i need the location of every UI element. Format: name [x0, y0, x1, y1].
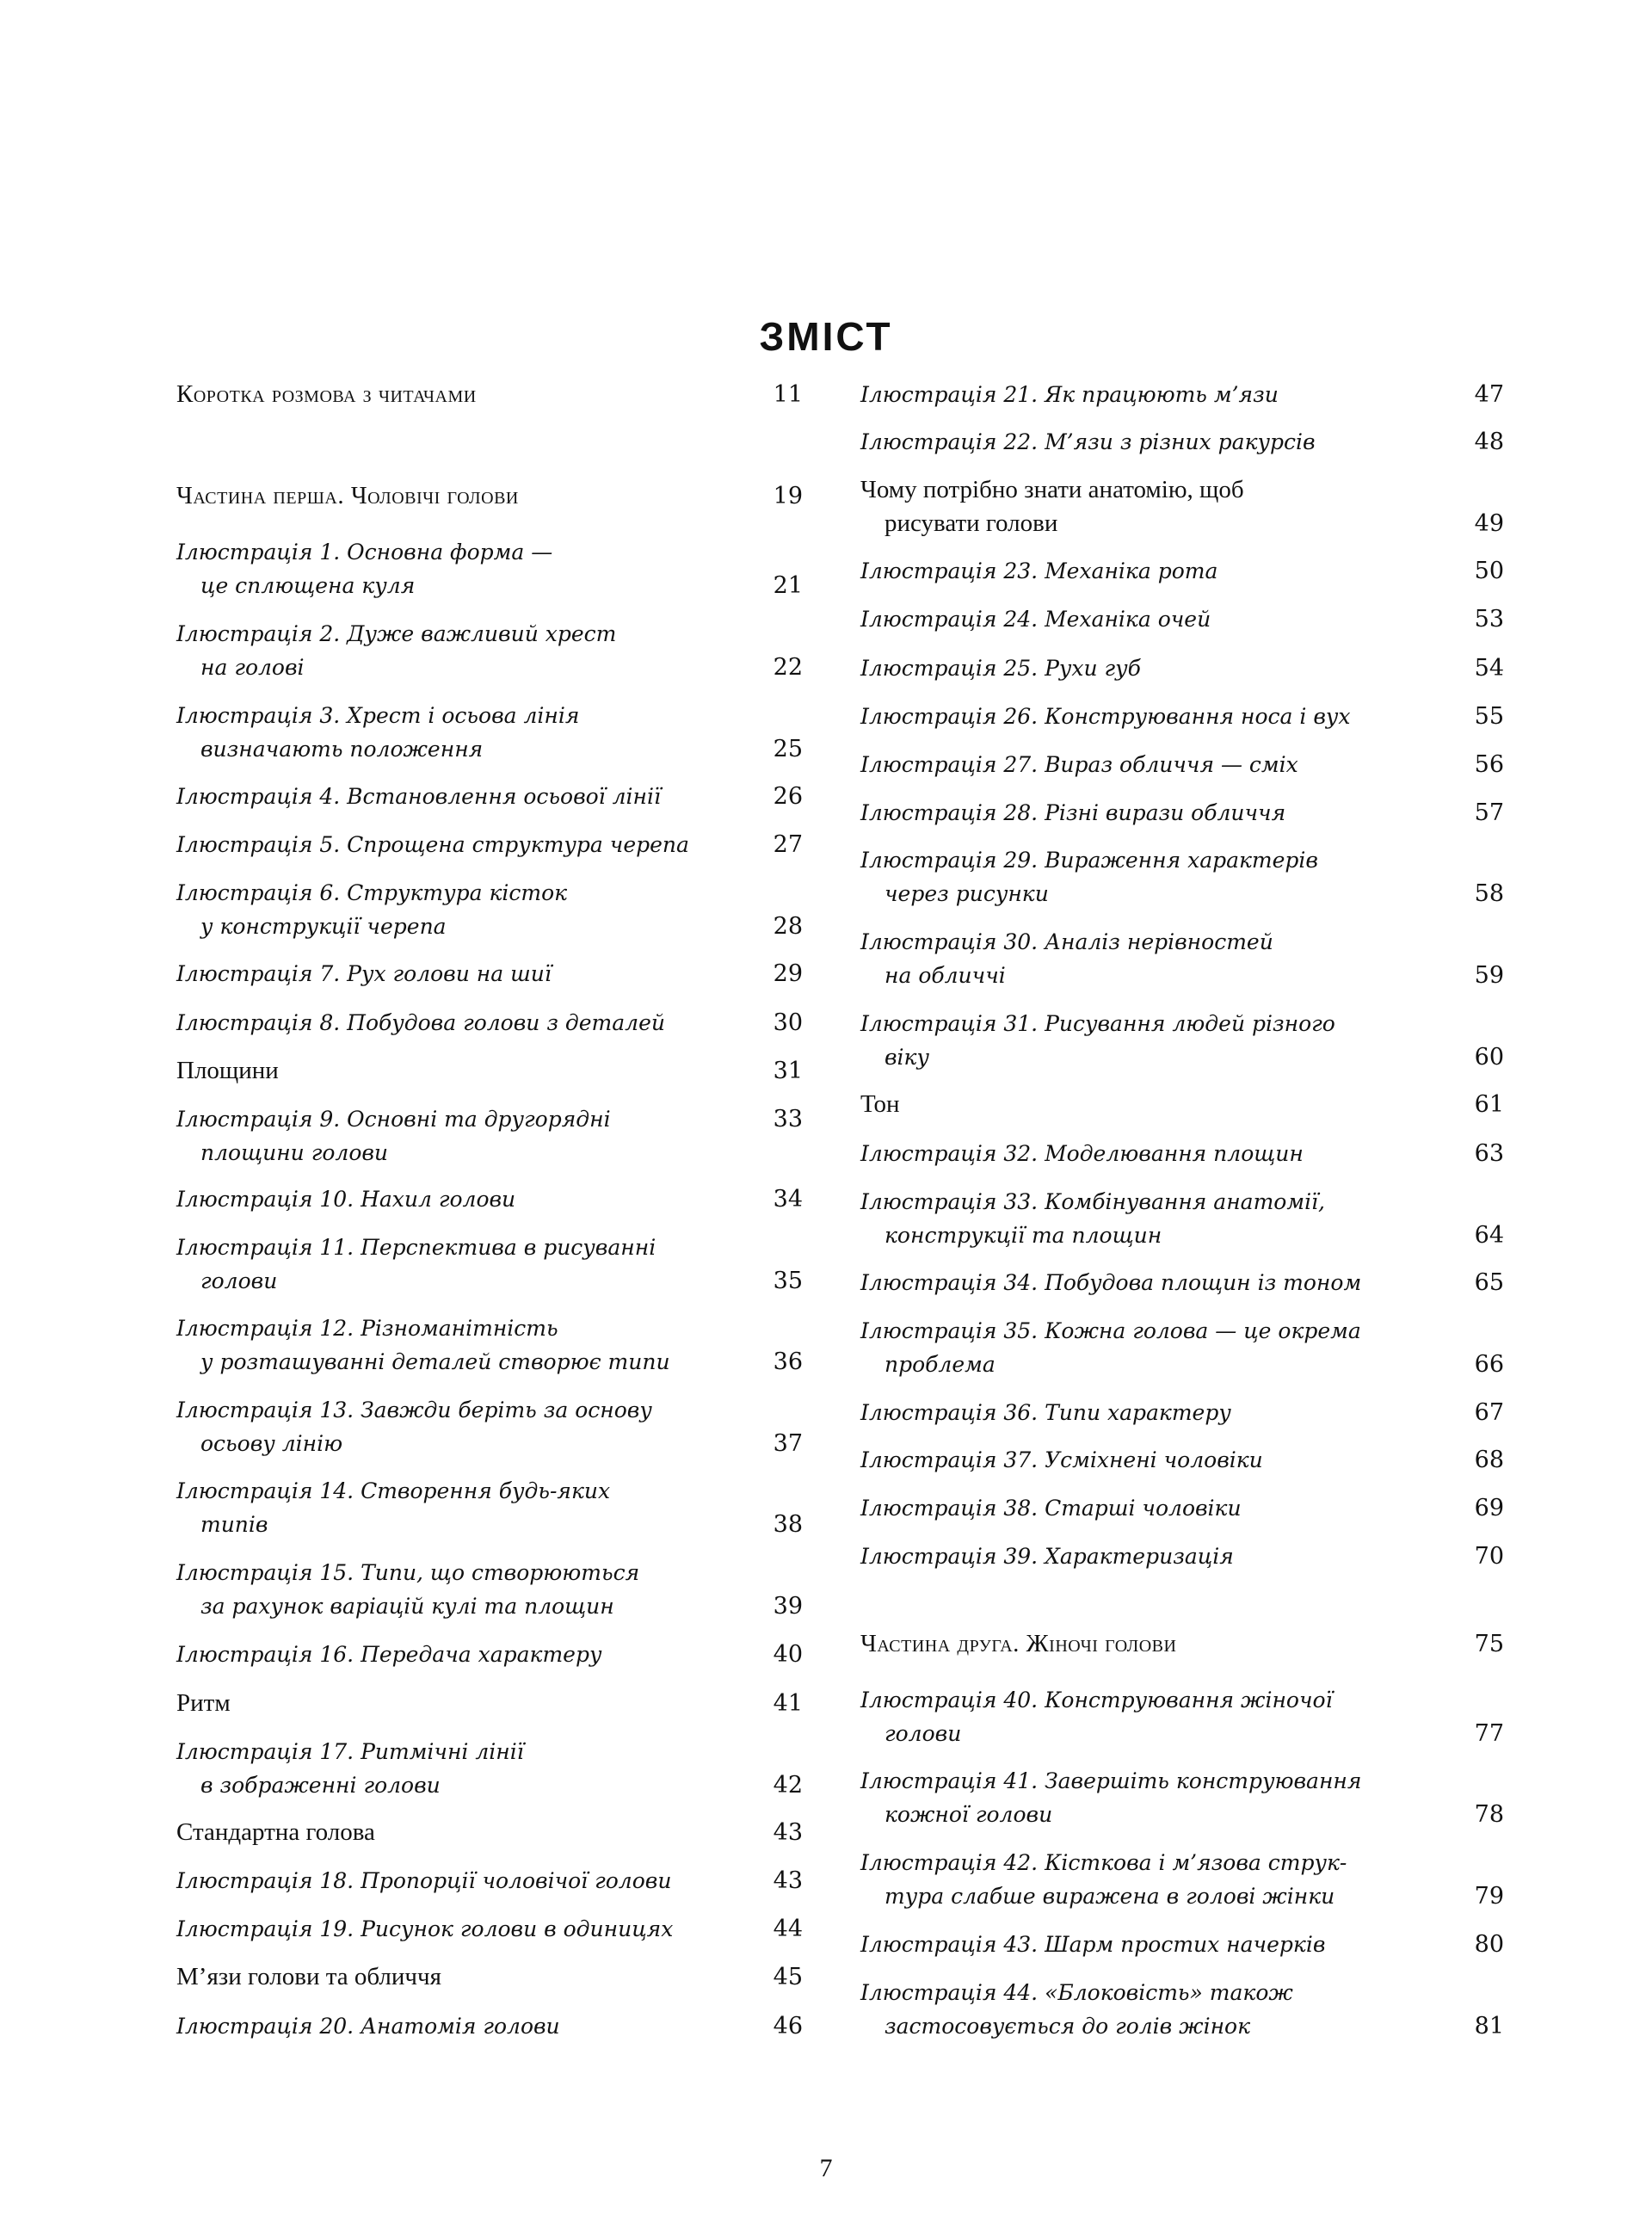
- toc-page-number: 81: [1474, 2013, 1504, 2039]
- toc-entry-title: [176, 1638, 803, 1671]
- toc-entry-title-line: Ілюстрація 10. Нахил голови: [176, 1187, 516, 1212]
- toc-entry-title-line: М’язи голови та обличчя: [176, 1963, 441, 1990]
- toc-entry-title: [860, 796, 1504, 830]
- toc-page-number: 42: [773, 1772, 803, 1799]
- toc-entry-title-line: Ілюстрація 44. «Блоковість» також: [860, 1980, 1293, 2005]
- toc-page-number: 33: [773, 1106, 803, 1132]
- toc-entry-title-line: Ритм: [176, 1689, 231, 1717]
- toc-page-number: 58: [1474, 880, 1504, 907]
- toc-entry-illustration: [860, 796, 1504, 830]
- toc-entry-title-line: Тон: [860, 1090, 900, 1118]
- toc-entry-illustration: [860, 1443, 1504, 1477]
- toc-page-number: 47: [1474, 381, 1504, 408]
- toc-page-number: 39: [773, 1593, 803, 1620]
- toc-entry-illustration: [176, 780, 803, 813]
- toc-page-number: 29: [773, 960, 803, 987]
- toc-page-number: 27: [773, 831, 803, 858]
- toc-entry-section: [176, 1687, 803, 1720]
- toc-entry-title: [860, 1683, 1504, 1750]
- toc-page-number: 43: [773, 1867, 803, 1894]
- toc-entry-title-continuation: голови: [200, 1268, 278, 1293]
- toc-entry-title-line: Ілюстрація 9. Основні та другорядні: [176, 1107, 611, 1132]
- toc-entry-illustration: [176, 2009, 803, 2043]
- toc-page-number: 68: [1474, 1447, 1504, 1473]
- toc-entry-title-line: Ілюстрація 6. Структура кісток: [176, 880, 568, 905]
- toc-page-number: 40: [773, 1641, 803, 1668]
- toc-entry-illustration: [176, 1912, 803, 1946]
- toc-entry-title: [176, 1864, 803, 1898]
- toc-entry-title: [860, 473, 1504, 540]
- toc-entry-title-line: Коротка розмова з читачами: [176, 380, 477, 408]
- toc-entry-title-continuation: голови: [885, 1721, 962, 1746]
- toc-page-number: 26: [773, 783, 803, 810]
- toc-entry-title: [860, 1185, 1504, 1252]
- toc-entry-title-line: Частина друга. Жіночі голови: [860, 1630, 1177, 1657]
- toc-page-number: 45: [773, 1964, 803, 1990]
- toc-entry-title-line: Ілюстрація 31. Рисування людей різного: [860, 1011, 1335, 1036]
- toc-entry-illustration: [176, 535, 803, 602]
- toc-page-number: 19: [773, 483, 803, 509]
- toc-entry-title: [176, 1054, 803, 1088]
- toc-entry-title-line: Ілюстрація 42. Кісткова і м’язова струк-: [860, 1850, 1347, 1875]
- toc-entry-title-continuation: на обличчі: [885, 963, 1006, 988]
- toc-entry-title: [860, 1764, 1504, 1831]
- toc-entry-illustration: [860, 1540, 1504, 1573]
- toc-page-number: 48: [1474, 429, 1504, 455]
- toc-entry-title-line: Ілюстрація 24. Механіка очей: [860, 607, 1211, 632]
- toc-entry-title: [860, 1846, 1504, 1913]
- toc-entry-illustration: [176, 1864, 803, 1898]
- toc-entry-title: [176, 1006, 803, 1040]
- toc-page-number: 60: [1474, 1044, 1504, 1071]
- toc-entry-title-continuation: осьову лінію: [200, 1431, 343, 1456]
- toc-entry-title-line: Чому потрібно знати анатомію, щоб: [860, 476, 1244, 503]
- toc-page-number: 70: [1474, 1543, 1504, 1570]
- page-title: ЗМІСТ: [759, 313, 893, 359]
- toc-entry-title-line: Ілюстрація 25. Рухи губ: [860, 656, 1141, 681]
- toc-entry-illustration: [860, 1683, 1504, 1750]
- toc-entry-title-line: Ілюстрація 34. Побудова площин із тоном: [860, 1270, 1362, 1295]
- toc-entry-title-continuation: рисувати голови: [885, 509, 1058, 537]
- toc-entry-title: [176, 876, 803, 943]
- toc-entry-title-line: Ілюстрація 1. Основна форма —: [176, 540, 553, 565]
- toc-entry-illustration: [176, 876, 803, 943]
- toc-entry-illustration: [860, 1764, 1504, 1831]
- toc-entry-section: [176, 1054, 803, 1088]
- toc-page-number: 53: [1474, 606, 1504, 633]
- toc-entry-title-line: Ілюстрація 16. Передача характеру: [176, 1642, 602, 1667]
- toc-entry-section: [176, 1816, 803, 1849]
- toc-entry-title: [176, 1912, 803, 1946]
- toc-entry-title: [860, 651, 1504, 685]
- toc-entry-title-continuation: проблема: [885, 1352, 996, 1377]
- toc-entry-illustration: [860, 651, 1504, 685]
- toc-page-number: 55: [1474, 703, 1504, 730]
- toc-entry-illustration: [176, 1182, 803, 1216]
- toc-entry-title: [860, 1396, 1504, 1429]
- page-number: 7: [819, 2154, 833, 2182]
- toc-page-number: 46: [773, 2013, 803, 2039]
- toc-entry-title-line: Ілюстрація 38. Старші чоловіки: [860, 1496, 1242, 1521]
- toc-entry-title: [860, 1007, 1504, 1074]
- toc-entry-title-line: Ілюстрація 4. Встановлення осьової лінії: [176, 784, 661, 809]
- toc-entry-illustration: [176, 699, 803, 766]
- toc-entry-illustration: [176, 1474, 803, 1541]
- toc-page-number: 31: [773, 1058, 803, 1084]
- toc-page-number: 30: [773, 1009, 803, 1036]
- toc-page-number: 25: [773, 736, 803, 762]
- toc-entry-title-line: Ілюстрація 21. Як працюють м’язи: [860, 382, 1279, 407]
- toc-entry-title: [860, 748, 1504, 781]
- toc-entry-title-line: Ілюстрація 27. Вираз обличчя — сміх: [860, 752, 1298, 777]
- toc-entry-title-line: Ілюстрація 22. М’язи з різних ракурсів: [860, 429, 1316, 454]
- toc-entry-title: [176, 2009, 803, 2043]
- toc-entry-title-line: Ілюстрація 12. Різноманітність: [176, 1316, 558, 1341]
- toc-entry-title-continuation: визначають положення: [200, 737, 484, 762]
- toc-entry-part: [860, 1627, 1504, 1661]
- toc-entry-title: [176, 1687, 803, 1720]
- toc-entry-part: [176, 378, 803, 411]
- toc-page-number: 35: [773, 1268, 803, 1294]
- toc-entry-title-continuation: в зображенні голови: [200, 1773, 441, 1798]
- toc-entry-title-line: Ілюстрація 20. Анатомія голови: [176, 2014, 560, 2039]
- toc-entry-illustration: [860, 843, 1504, 910]
- toc-entry-illustration: [860, 554, 1504, 588]
- toc-entry-title: [860, 843, 1504, 910]
- toc-page-number: 77: [1474, 1720, 1504, 1747]
- toc-entry-title: [176, 780, 803, 813]
- toc-page-number: 64: [1474, 1222, 1504, 1249]
- toc-page-number: 11: [773, 381, 803, 408]
- toc-entry-title-line: Ілюстрація 11. Перспектива в рисуванні: [176, 1235, 656, 1260]
- toc-entry-title: [860, 700, 1504, 733]
- toc-page-number: 63: [1474, 1140, 1504, 1167]
- toc-entry-part: [176, 479, 803, 513]
- toc-entry-section: [860, 473, 1504, 540]
- toc-entry-title-line: Ілюстрація 7. Рух голови на шиї: [176, 961, 552, 986]
- toc-page-number: 65: [1474, 1269, 1504, 1296]
- toc-page-number: 22: [773, 654, 803, 681]
- toc-entry-title-line: Ілюстрація 14. Створення будь-яких: [176, 1478, 611, 1503]
- toc-entry-title: [860, 925, 1504, 992]
- toc-entry-title-continuation: віку: [885, 1045, 929, 1070]
- toc-entry-title-line: Ілюстрація 40. Конструювання жіночої: [860, 1688, 1333, 1712]
- toc-entry-title: [176, 828, 803, 861]
- toc-entry-title-continuation: типів: [200, 1512, 268, 1537]
- toc-entry-title-line: Ілюстрація 29. Вираження характерів: [860, 848, 1318, 873]
- toc-page-number: 80: [1474, 1931, 1504, 1958]
- toc-page-number: 78: [1474, 1801, 1504, 1828]
- toc-entry-illustration: [860, 925, 1504, 992]
- toc-page-number: 38: [773, 1511, 803, 1538]
- toc-entry-title-line: Стандартна голова: [176, 1818, 375, 1846]
- toc-entry-title-line: Ілюстрація 36. Типи характеру: [860, 1400, 1231, 1425]
- toc-entry-title: [176, 1102, 803, 1169]
- toc-entry-title: [860, 425, 1504, 459]
- toc-entry-title: [176, 699, 803, 766]
- toc-page-number: 37: [773, 1430, 803, 1457]
- toc-entry-title: [860, 1928, 1504, 1961]
- toc-entry-title: [860, 1314, 1504, 1381]
- toc-page-number: 56: [1474, 751, 1504, 778]
- toc-entry-illustration: [860, 602, 1504, 636]
- toc-page-number: 21: [773, 572, 803, 599]
- toc-entry-title-line: Ілюстрація 15. Типи, що створюються: [176, 1560, 640, 1585]
- toc-entry-illustration: [176, 1638, 803, 1671]
- toc-page-number: 50: [1474, 558, 1504, 584]
- toc-page-number: 41: [773, 1690, 803, 1717]
- toc-entry-illustration: [860, 1928, 1504, 1961]
- toc-entry-title-line: Ілюстрація 35. Кожна голова — це окрема: [860, 1318, 1361, 1343]
- toc-entry-title: [176, 479, 803, 513]
- toc-entry-section: [860, 1088, 1504, 1121]
- toc-entry-title-line: Ілюстрація 30. Аналіз нерівностей: [860, 929, 1273, 954]
- toc-entry-title-line: Ілюстрація 2. Дуже важливий хрест: [176, 621, 617, 646]
- toc-entry-illustration: [176, 1556, 803, 1623]
- toc-page-number: 75: [1474, 1631, 1504, 1657]
- toc-entry-title-line: Ілюстрація 41. Завершіть конструювання: [860, 1768, 1362, 1793]
- toc-entry-title-line: Ілюстрація 19. Рисунок голови в одиницях: [176, 1916, 674, 1941]
- toc-entry-illustration: [860, 748, 1504, 781]
- toc-entry-title-continuation: через рисунки: [885, 881, 1049, 906]
- toc-entry-title-line: Ілюстрація 28. Різні вирази обличчя: [860, 800, 1286, 825]
- toc-page-number: 59: [1474, 962, 1504, 989]
- toc-entry-illustration: [176, 1102, 803, 1169]
- toc-page-number: 79: [1474, 1883, 1504, 1910]
- toc-entry-title-line: Ілюстрація 43. Шарм простих начерків: [860, 1932, 1326, 1957]
- toc-entry-illustration: [860, 1396, 1504, 1429]
- toc-entry-title-line: Ілюстрація 26. Конструювання носа і вух: [860, 704, 1351, 729]
- toc-entry-title: [176, 535, 803, 602]
- toc-entry-illustration: [860, 700, 1504, 733]
- toc-entry-title: [176, 1231, 803, 1298]
- toc-page-number: 36: [773, 1348, 803, 1375]
- toc-entry-illustration: [176, 1311, 803, 1379]
- toc-page-number: 49: [1474, 510, 1504, 537]
- toc-entry-title: [176, 1474, 803, 1541]
- toc-entry-title: [176, 1182, 803, 1216]
- toc-entry-illustration: [860, 1137, 1504, 1170]
- toc-entry-illustration: [176, 1393, 803, 1460]
- toc-entry-title: [860, 554, 1504, 588]
- toc-entry-title-continuation: на голові: [200, 655, 305, 680]
- toc-entry-title: [860, 1627, 1504, 1661]
- toc-page-number: 43: [773, 1819, 803, 1846]
- toc-entry-title-continuation: конструкції та площин: [885, 1223, 1162, 1248]
- toc-entry-illustration: [860, 425, 1504, 459]
- toc-entry-title-line: Площини: [176, 1057, 279, 1084]
- toc-entry-title-continuation: це сплющена куля: [200, 573, 416, 598]
- toc-entry-title: [176, 1393, 803, 1460]
- toc-entry-title: [176, 617, 803, 684]
- toc-entry-title-line: Частина перша. Чоловічі голови: [176, 482, 519, 509]
- toc-entry-illustration: [860, 1314, 1504, 1381]
- toc-entry-illustration: [860, 1185, 1504, 1252]
- toc-entry-title: [860, 1976, 1504, 2043]
- toc-entry-illustration: [860, 1976, 1504, 2043]
- toc-entry-title: [860, 1266, 1504, 1299]
- toc-entry-title-line: Ілюстрація 5. Спрощена структура черепа: [176, 832, 689, 857]
- toc-entry-illustration: [176, 1735, 803, 1802]
- toc-entry-title: [860, 1443, 1504, 1477]
- toc-entry-title-continuation: тура слабше виражена в голові жінки: [885, 1884, 1335, 1909]
- toc-entry-title: [860, 602, 1504, 636]
- toc-entry-illustration: [860, 1491, 1504, 1525]
- toc-entry-title-continuation: у розташуванні деталей створює типи: [200, 1349, 670, 1374]
- toc-page-number: 28: [773, 913, 803, 940]
- toc-entry-title: [176, 378, 803, 411]
- toc-entry-title-line: Ілюстрація 13. Завжди беріть за основу: [176, 1398, 652, 1422]
- toc-entry-title-line: Ілюстрація 18. Пропорції чоловічої голови: [176, 1868, 672, 1893]
- toc-entry-title: [860, 1088, 1504, 1121]
- toc-entry-title-continuation: у конструкції черепа: [200, 914, 447, 939]
- toc-page-number: 57: [1474, 799, 1504, 826]
- toc-entry-title-line: Ілюстрація 39. Характеризація: [860, 1544, 1234, 1569]
- toc-entry-title-line: Ілюстрація 37. Усміхнені чоловіки: [860, 1447, 1263, 1472]
- toc-entry-title: [860, 378, 1504, 411]
- toc-page-number: 69: [1474, 1495, 1504, 1521]
- toc-entry-title-line: Ілюстрація 17. Ритмічні лінії: [176, 1739, 524, 1764]
- toc-entry-title: [176, 957, 803, 990]
- toc-entry-title: [860, 1137, 1504, 1170]
- toc-entry-illustration: [176, 1006, 803, 1040]
- toc-entry-title: [176, 1311, 803, 1379]
- toc-page-number: 66: [1474, 1351, 1504, 1378]
- toc-page-number: 34: [773, 1186, 803, 1213]
- toc-page-number: 44: [773, 1916, 803, 1942]
- toc-entry-title-line: Ілюстрація 32. Моделювання площин: [860, 1141, 1304, 1166]
- toc-entry-illustration: [176, 957, 803, 990]
- toc-entry-title: [176, 1735, 803, 1802]
- toc-entry-title-continuation: застосовується до голів жінок: [885, 2014, 1251, 2039]
- toc-entry-illustration: [176, 828, 803, 861]
- toc-entry-title: [860, 1491, 1504, 1525]
- toc-entry-title-continuation: за рахунок варіацій кулі та площин: [200, 1594, 614, 1619]
- toc-entry-illustration: [176, 1231, 803, 1298]
- toc-entry-illustration: [860, 378, 1504, 411]
- toc-page-number: 54: [1474, 655, 1504, 682]
- toc-page-number: 61: [1474, 1091, 1504, 1118]
- toc-entry-title-line: Ілюстрація 3. Хрест і осьова лінія: [176, 703, 580, 728]
- toc-entry-title-line: Ілюстрація 23. Механіка рота: [860, 558, 1218, 583]
- toc-entry-title-line: Ілюстрація 8. Побудова голови з деталей: [176, 1010, 665, 1035]
- toc-entry-illustration: [860, 1266, 1504, 1299]
- toc-entry-title: [176, 1556, 803, 1623]
- toc-entry-section: [176, 1960, 803, 1994]
- toc-entry-title-line: Ілюстрація 33. Комбінування анатомії,: [860, 1189, 1326, 1214]
- toc-entry-illustration: [860, 1846, 1504, 1913]
- toc-entry-title-continuation: кожної голови: [885, 1802, 1053, 1827]
- toc-entry-illustration: [176, 617, 803, 684]
- toc-entry-illustration: [860, 1007, 1504, 1074]
- toc-entry-title: [176, 1960, 803, 1994]
- toc-entry-title: [176, 1816, 803, 1849]
- toc-entry-title: [860, 1540, 1504, 1573]
- toc-page-number: 67: [1474, 1399, 1504, 1426]
- toc-entry-title-continuation: площини голови: [200, 1140, 389, 1165]
